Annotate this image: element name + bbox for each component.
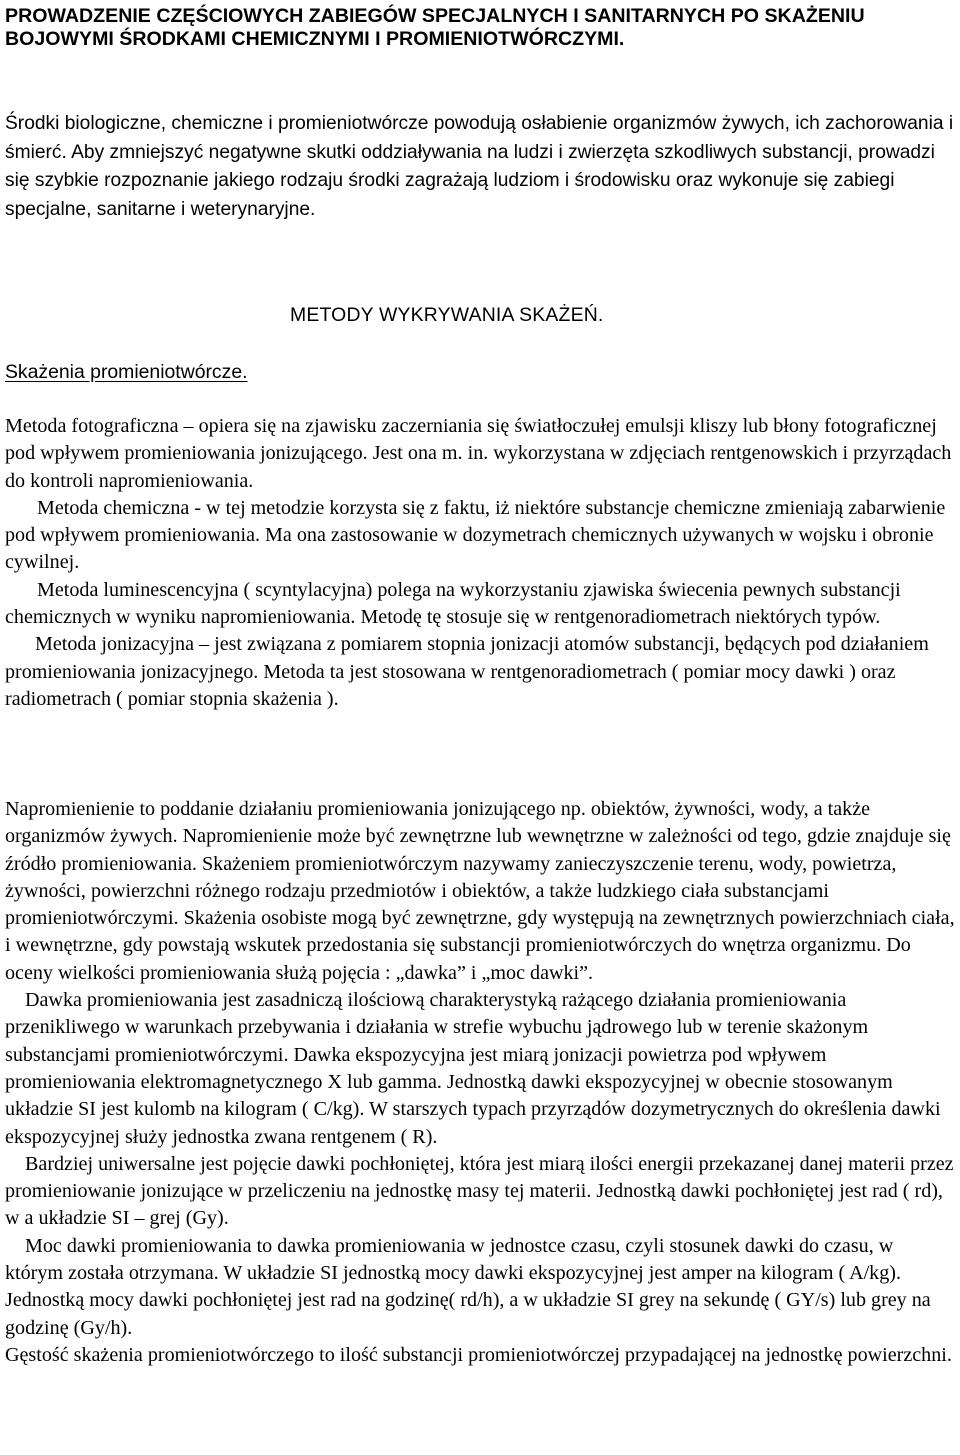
document-title: PROWADZENIE CZĘŚCIOWYCH ZABIEGÓW SPECJALNYCH I SANITARNYCH PO SKAŻENIU BOJOWYMI ŚRODKAMI CHEMICZNYMI I PROMIENIOTWÓRCZYMI. [5,5,865,50]
paragraph-absorbed-dose: Bardziej uniwersalne jest pojęcie dawki pochłoniętej, która jest miarą ilości energii przekazanej danej materii przez promieniowanie jonizujące w przeliczeniu na jednostkę masy tej materii. Jednostką dawki pochłoniętej jest rad ( rd), w a układzie SI – grej (Gy). [5,1152,954,1230]
intro-paragraph: Środki biologiczne, chemiczne i promieniotwórcze powodują osłabienie organizmów żywych, ich zachorowania i śmierć. Aby zmniejszyć negatywne skutki oddziaływania na ludzi i zwierzęta szkodliwych substancji, prowadzi się szybkie rozpoznanie jakiego rodzaju środki zagrażają ludziom i środowisku oraz wykonuje się zabiegi specjalne, sanitarne i weterynaryjne. [5,113,954,221]
paragraph-contamination-density: Gęstość skażenia promieniotwórczego to ilość substancji promieniotwórczej przypadającej na jednostkę powierzchni. [5,1343,952,1366]
methods-section [5,413,955,713]
method-chemical: Metoda chemiczna - w tej metodzie korzysta się z faktu, iż niektóre substancje chemiczne zmieniają zabarwienie pod wpływem promieniowania. Ma ona zastosowanie w dozymetrach chemicznych używanych w wojsku i obronie cywilnej. [5,496,946,574]
method-ionization: Metoda jonizacyjna – jest związana z pomiarem stopnia jonizacji atomów substancji, będących pod działaniem promieniowania jonizacyjnego. Metoda ta jest stosowana w rentgenoradiometrach ( pomiar mocy dawki ) oraz radiometrach ( pomiar stopnia skażenia ). [5,633,929,710]
paragraph-dose: Dawka promieniowania jest zasadniczą ilościową charakterystyką rażącego działania promieniowania przenikliwego w warunkach przebywania i działania w strefie wybuchu jądrowego lub w terenie skażonym substancjami promieniotwórczymi. Dawka ekspozycyjna jest miarą jonizacji powietrza pod wpływem promieniowania elektromagnetycznego X lub gamma. Jednostką dawki ekspozycyjnej w obecnie stosowanym układzie SI jest kulomb na kilogram ( C/kg). W starszych typach przyrządów dozymetrycznych do określenia dawki ekspozycyjnej służy jednostka zwana rentgenem ( R). [5,989,941,1148]
methods-heading: METODY WYKRYWANIA SKAŻEŃ. [290,304,604,326]
radiation-section [5,796,955,1369]
paragraph-irradiation: Napromienienie to poddanie działaniu promieniowania jonizującego np. obiektów, żywności, wody, a także organizmów żywych. Napromienienie może być zewnętrzne lub wewnętrzne w zależności od tego, gdzie znajduje się źródło promieniowania. Skażeniem promieniotwórczym nazywamy zanieczyszczenie terenu, wody, powietrza, żywności, powierzchni różnego rodzaju przedmiotów i obiektów, a także ludzkiego ciała substancjami promieniotwórczymi. Skażenia osobiste mogą być zewnętrzne, gdy występują na zewnętrznych powierzchniach ciała, i wewnętrzne, gdy powstają wskutek przedostania się substancji promieniotwórczych do wnętrza organizmu. Do oceny wielkości promieniowania służą pojęcia : „dawka” i „moc dawki”. [5,798,955,984]
method-luminescent: Metoda luminescencyjna ( scyntylacyjna) polega na wykorzystaniu zjawiska świecenia pewnych substancji chemicznych w wyniku napromieniowania. Metodę tę stosuje się w rentgenoradiometrach niektórych typów. [5,578,901,629]
paragraph-dose-rate: Moc dawki promieniowania to dawka promieniowania w jednostce czasu, czyli stosunek dawki do czasu, w którym została otrzymana. W układzie SI jednostką mocy dawki ekspozycyjnej jest amper na kilogram ( A/kg). Jednostką mocy dawki pochłoniętej jest rad na godzinę( rd/h), a w układzie SI grey na sekundę ( GY/s) lub grey na godzinę (Gy/h). [5,1234,931,1339]
method-photographic: Metoda fotograficzna – opiera się na zjawisku zaczerniania się światłoczułej emulsji kliszy lub błony fotograficznej pod wpływem promieniowania jonizującego. Jest ona m. in. wykorzystana w zdjęciach rentgenowskich i przyrządach do kontroli napromieniowania. [5,415,952,492]
section-subheading: Skażenia promieniotwórcze. [5,361,248,383]
